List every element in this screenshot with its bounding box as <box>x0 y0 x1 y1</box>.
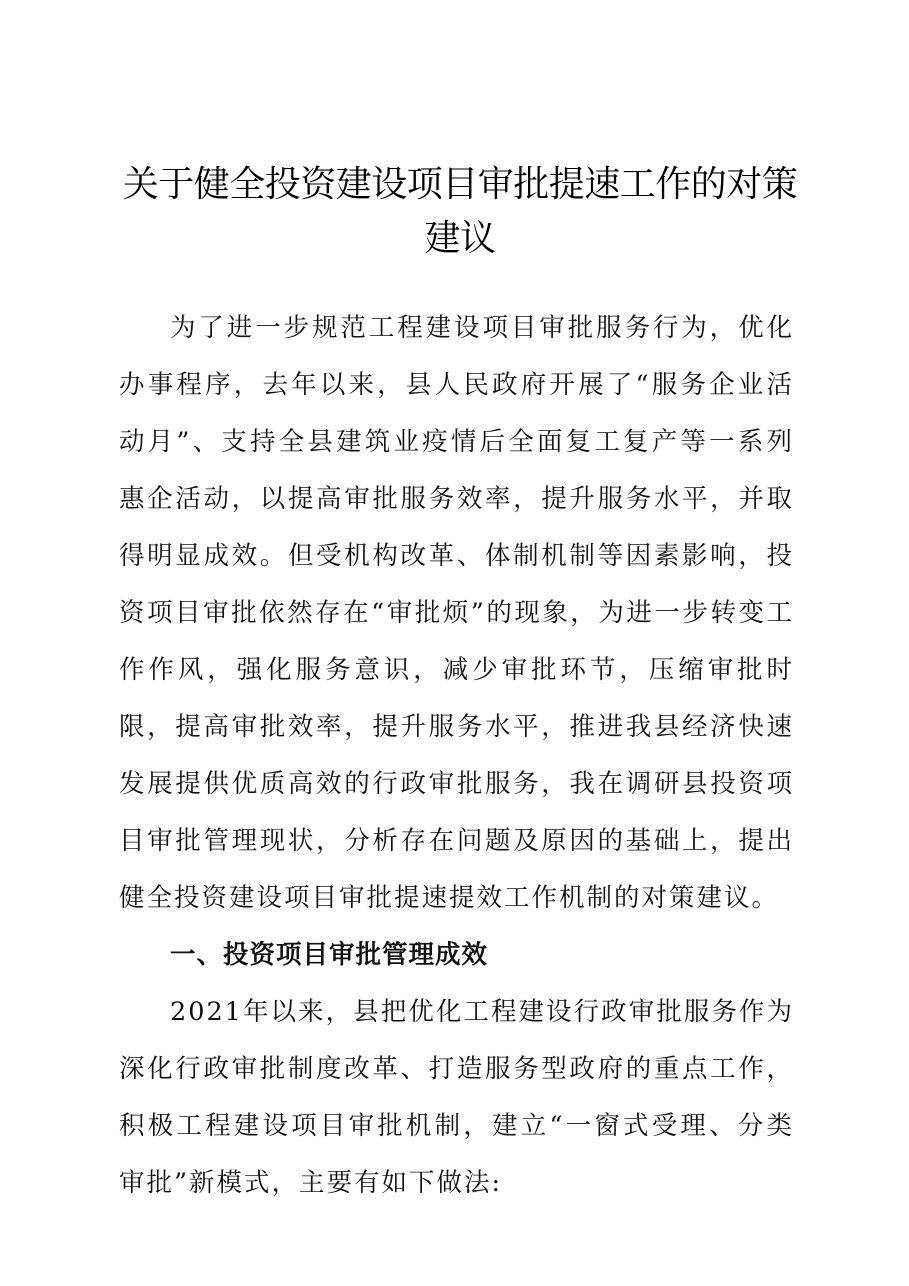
section-heading: 一、投资项目审批管理成效 <box>170 940 489 970</box>
document-body <box>119 300 794 1212</box>
section-paragraph: 2021年以来，县把优化工程建设行政审批服务作为深化行政审批制度改革、打造服务型政府的重点工作，积极工程建设项目审批机制，建立“一窗式受理、分类审批”新模式，主要有如下做法: <box>119 997 794 1198</box>
intro-paragraph: 为了进一步规范工程建设项目审批服务行为，优化办事程序，去年以来，县人民政府开展了“服务企业活动月”、支持全县建筑业疫情后全面复工复产等一系列惠企活动，以提高审批服务效率，提升服务水平，并取得明显成效。但受机构改革、体制机制等因素影响，投资项目审批依然存在“审批烦”的现象，为进一步转变工作作风，强化服务意识，减少审批环节，压缩审批时限，提高审批效率，提升服务水平，推进我县经济快速发展提供优质高效的行政审批服务，我在调研县投资项目审批管理现状，分析存在问题及原因的基础上，提出健全投资建设项目审批提速提效工作机制的对策建议。 <box>119 313 794 913</box>
document-title: 关于健全投资建设项目审批提速工作的对策建议 <box>122 164 798 259</box>
